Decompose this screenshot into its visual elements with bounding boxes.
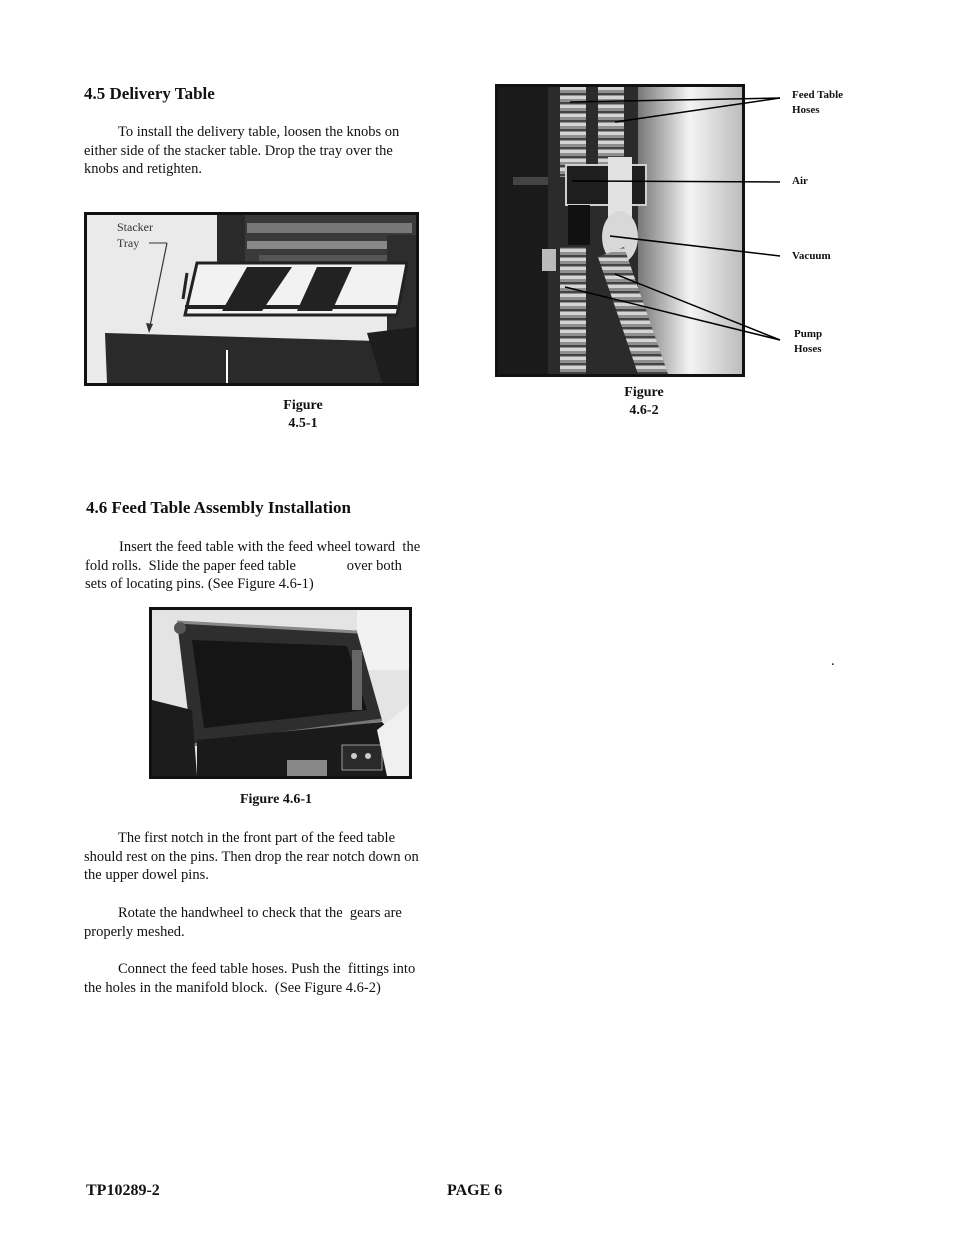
figure-4-5-1-image	[84, 212, 419, 386]
paragraph-line: sets of locating pins. (See Figure 4.6-1)	[85, 576, 314, 592]
paragraph-line: The first notch in the front part of the feed table	[118, 830, 396, 846]
caption-line: Figure	[624, 385, 664, 400]
callout-line: Hoses	[792, 104, 820, 116]
callout-line: Feed Table	[792, 89, 844, 101]
stacker-label-text: Stacker	[117, 220, 153, 234]
callout-vacuum: Vacuum	[792, 250, 831, 262]
paragraph-line: Insert the feed table with the feed wheel toward the	[119, 539, 421, 555]
paragraph-line: either side of the stacker table. Drop the tray over the	[84, 142, 393, 159]
figure-4-5-1-caption	[253, 397, 353, 433]
callout-line: Pump	[794, 328, 823, 340]
paragraph-line: Rotate the handwheel to check that the gears are	[118, 905, 402, 921]
feed-table-paragraph-4	[84, 960, 454, 997]
paragraph-line: knobs and retighten.	[84, 161, 202, 177]
callout-air: Air	[792, 175, 808, 187]
figure-4-6-1-caption: Figure 4.6-1	[239, 792, 313, 807]
paragraph-line: Connect the feed table hoses. Push the fittings into	[118, 961, 416, 977]
footer-page-number: PAGE 6	[447, 1182, 503, 1199]
tray-label-text: Tray	[117, 236, 140, 250]
feed-table-paragraph-1	[85, 538, 455, 594]
feed-table-paragraph-3	[84, 904, 454, 941]
paragraph-line: the upper dowel pins.	[84, 867, 209, 883]
callout-leader-lines	[560, 84, 790, 354]
feed-table-photo	[152, 610, 409, 776]
caption-line: Figure	[283, 398, 323, 413]
stacker-tray-photo	[87, 215, 416, 383]
section-heading-4-6: 4.6 Feed Table Assembly Installation	[86, 498, 351, 517]
callout-line: Hoses	[794, 343, 822, 355]
section-heading-4-5: 4.5 Delivery Table	[84, 84, 215, 103]
figure-4-6-2-caption	[594, 384, 694, 420]
paragraph-line: properly meshed.	[84, 923, 185, 940]
delivery-table-paragraph	[84, 123, 454, 179]
caption-line: 4.6-2	[629, 403, 659, 418]
paragraph-line: should rest on the pins. Then drop the rear notch down on	[84, 848, 419, 865]
callout-pump-hoses	[794, 327, 822, 357]
caption-line: 4.5-1	[288, 416, 318, 431]
figure-4-6-1-image	[149, 607, 412, 779]
paragraph-line: To install the delivery table, loosen the knobs on	[118, 124, 400, 140]
paragraph-line: fold rolls. Slide the paper feed table over both	[85, 557, 402, 574]
feed-table-paragraph-2	[84, 829, 454, 885]
paragraph-line: the holes in the manifold block. (See Figure 4.6-2)	[84, 979, 381, 996]
callout-feed-table-hoses	[792, 88, 843, 118]
stray-period-mark: .	[831, 653, 835, 669]
footer-doc-id: TP10289-2	[86, 1182, 160, 1199]
